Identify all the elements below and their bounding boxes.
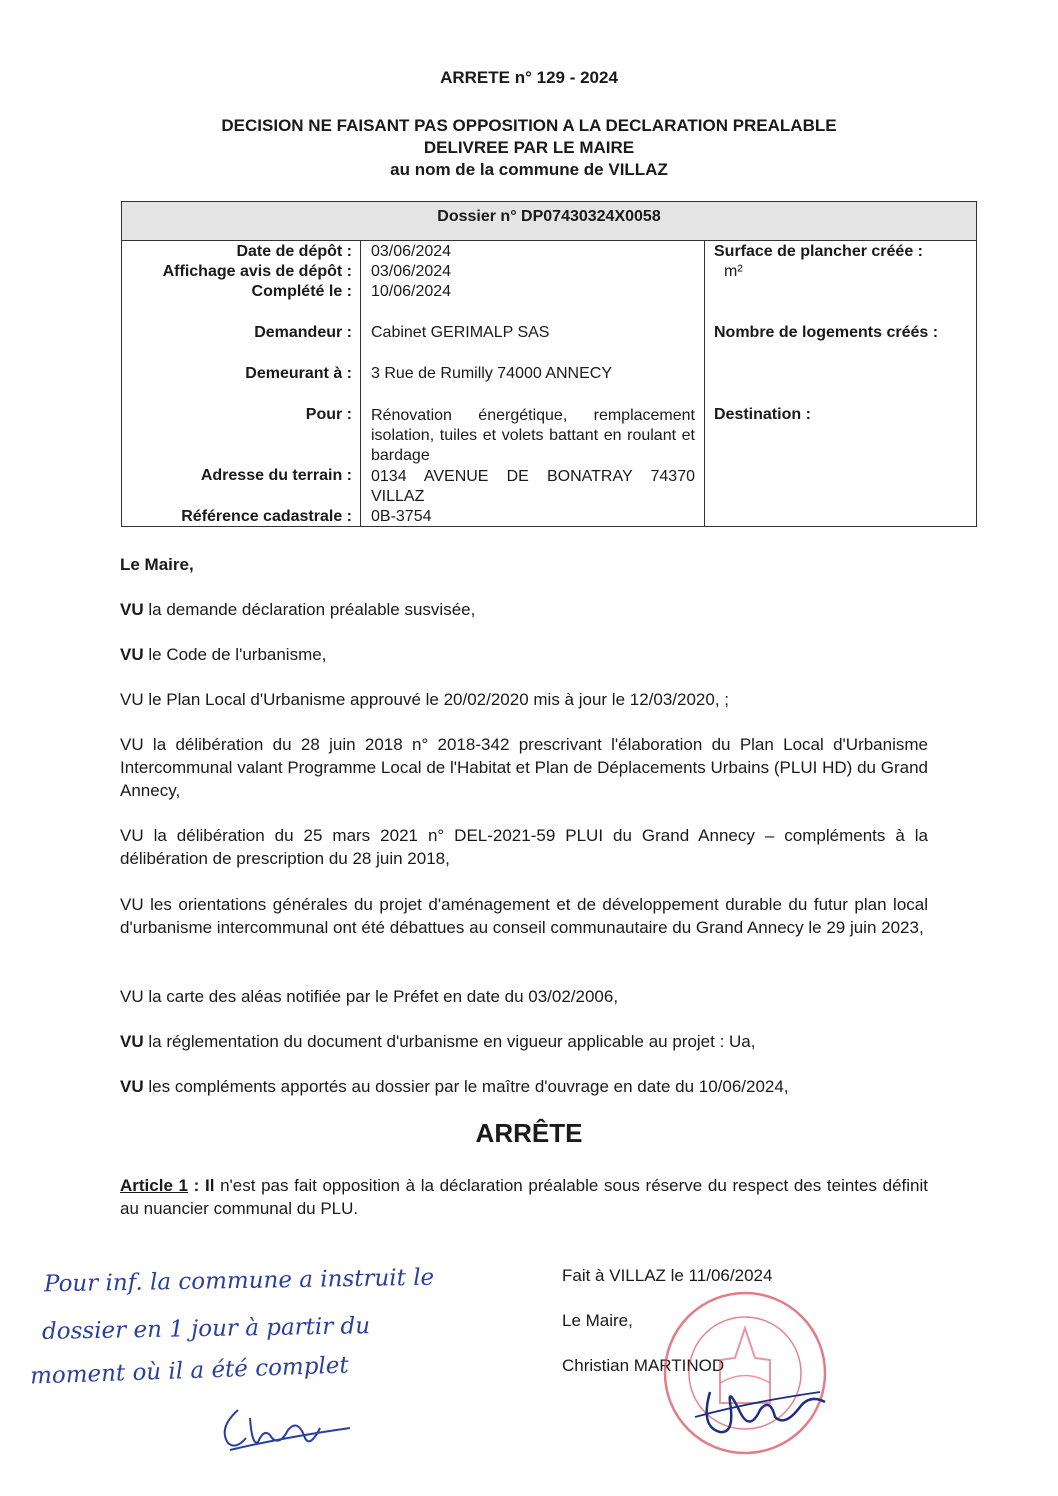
article-1-colon: : Il bbox=[188, 1176, 215, 1195]
label-affichage: Affichage avis de dépôt : bbox=[162, 263, 352, 280]
value-demeurant: 3 Rue de Rumilly 74000 ANNECY bbox=[371, 365, 613, 382]
vu-paragraph-3: VU le Plan Local d'Urbanisme approuvé le 20/02/2020 mis à jour le 12/03/2020, ; bbox=[120, 690, 730, 709]
value-reference: 0B-3754 bbox=[371, 508, 432, 525]
decision-title bbox=[0, 115, 1058, 181]
vu-keyword: VU bbox=[120, 645, 144, 664]
handwritten-note-line-3: moment où il a été complet bbox=[29, 1352, 350, 1390]
vu-paragraph-8 bbox=[120, 1030, 928, 1053]
dossier-title: Dossier n° DP07430324X0058 bbox=[122, 202, 976, 241]
decision-line-3: au nom de la commune de VILLAZ bbox=[390, 160, 668, 179]
handwritten-initials bbox=[210, 1398, 360, 1458]
article-1-text: n'est pas fait opposition à la déclaration préalable sous réserve du respect des teintes définit au nuancier communal du PLU. bbox=[120, 1176, 928, 1218]
value-pour: Rénovation énergétique, remplacement isolation, tuiles et volets battant en roulant et bardage bbox=[371, 407, 695, 464]
article-1 bbox=[120, 1174, 928, 1220]
vu-keyword: VU bbox=[120, 1032, 144, 1051]
vu-paragraph-6: VU les orientations générales du projet d'aménagement et de développement durable du futur plan local d'urbanisme intercommunal ont été débattues au conseil communautaire du Grand Annecy le 29 juin 2023, bbox=[120, 895, 928, 937]
dossier-table bbox=[121, 201, 977, 527]
right-column bbox=[714, 240, 976, 528]
label-pour: Pour : bbox=[305, 406, 352, 423]
value-complete: 10/06/2024 bbox=[371, 283, 452, 300]
mayor-name: Christian MARTINOD bbox=[562, 1356, 725, 1375]
decision-line-1: DECISION NE FAISANT PAS OPPOSITION A LA DECLARATION PREALABLE bbox=[221, 116, 837, 135]
vu-paragraph-4: VU la délibération du 28 juin 2018 n° 2018-342 prescrivant l'élaboration du Plan Local d'Urbanisme Intercommunal valant Programme Local de l'Habitat et Plan de Déplacements Urbains (PLUI HD) du Grand Annecy, bbox=[120, 735, 928, 800]
vu-paragraph-5: VU la délibération du 25 mars 2021 n° DEL-2021-59 PLUI du Grand Annecy – compléments à la délibération de prescription du 28 juin 2018, bbox=[120, 826, 928, 868]
decision-line-2: DELIVREE PAR LE MAIRE bbox=[423, 138, 635, 157]
surface-unit: m² bbox=[724, 263, 743, 280]
label-column bbox=[122, 240, 352, 528]
value-demandeur: Cabinet GERIMALP SAS bbox=[371, 324, 550, 341]
vu-paragraph-2 bbox=[120, 643, 928, 666]
value-date-depot: 03/06/2024 bbox=[371, 243, 452, 260]
vu-keyword: VU bbox=[120, 1077, 144, 1096]
label-complete: Complété le : bbox=[251, 283, 352, 300]
le-maire-heading: Le Maire, bbox=[120, 555, 194, 574]
arrete-number: ARRETE n° 129 - 2024 bbox=[440, 68, 618, 87]
signature-title: Le Maire, bbox=[562, 1311, 633, 1330]
vu-text: le Code de l'urbanisme, bbox=[148, 645, 327, 664]
vu-paragraph-1 bbox=[120, 598, 928, 621]
logements-label: Nombre de logements créés : bbox=[714, 324, 939, 341]
vu-text: la réglementation du document d'urbanisme en vigueur applicable au projet : Ua, bbox=[148, 1032, 756, 1051]
vu-keyword: VU bbox=[120, 600, 144, 619]
handwritten-note-line-1: Pour inf. la commune a instruit le bbox=[43, 1264, 435, 1298]
value-affichage: 03/06/2024 bbox=[371, 263, 452, 280]
label-reference: Référence cadastrale : bbox=[181, 508, 352, 525]
label-demandeur: Demandeur : bbox=[254, 324, 352, 341]
article-1-label: Article 1 bbox=[120, 1176, 189, 1195]
vu-paragraph-9 bbox=[120, 1075, 928, 1098]
destination-label: Destination : bbox=[714, 406, 811, 423]
handwritten-note-line-2: dossier en 1 jour à partir du bbox=[41, 1313, 371, 1345]
value-column bbox=[371, 240, 695, 528]
fait-a: Fait à VILLAZ le 11/06/2024 bbox=[562, 1266, 773, 1285]
label-demeurant: Demeurant à : bbox=[245, 365, 352, 382]
column-divider bbox=[704, 240, 705, 526]
mayor-signature bbox=[690, 1372, 830, 1442]
surface-label: Surface de plancher créée : bbox=[714, 243, 923, 260]
column-divider bbox=[360, 240, 361, 526]
arrete-heading: ARRÊTE bbox=[475, 1118, 583, 1148]
vu-text: les compléments apportés au dossier par le maître d'ouvrage en date du 10/06/2024, bbox=[148, 1077, 789, 1096]
value-adresse: 0134 AVENUE DE BONATRAY 74370 VILLAZ bbox=[371, 468, 695, 505]
label-adresse: Adresse du terrain : bbox=[200, 467, 352, 484]
label-date-depot: Date de dépôt : bbox=[236, 243, 352, 260]
vu-paragraph-7: VU la carte des aléas notifiée par le Préfet en date du 03/02/2006, bbox=[120, 987, 619, 1006]
vu-text: la demande déclaration préalable susvisée, bbox=[148, 600, 476, 619]
